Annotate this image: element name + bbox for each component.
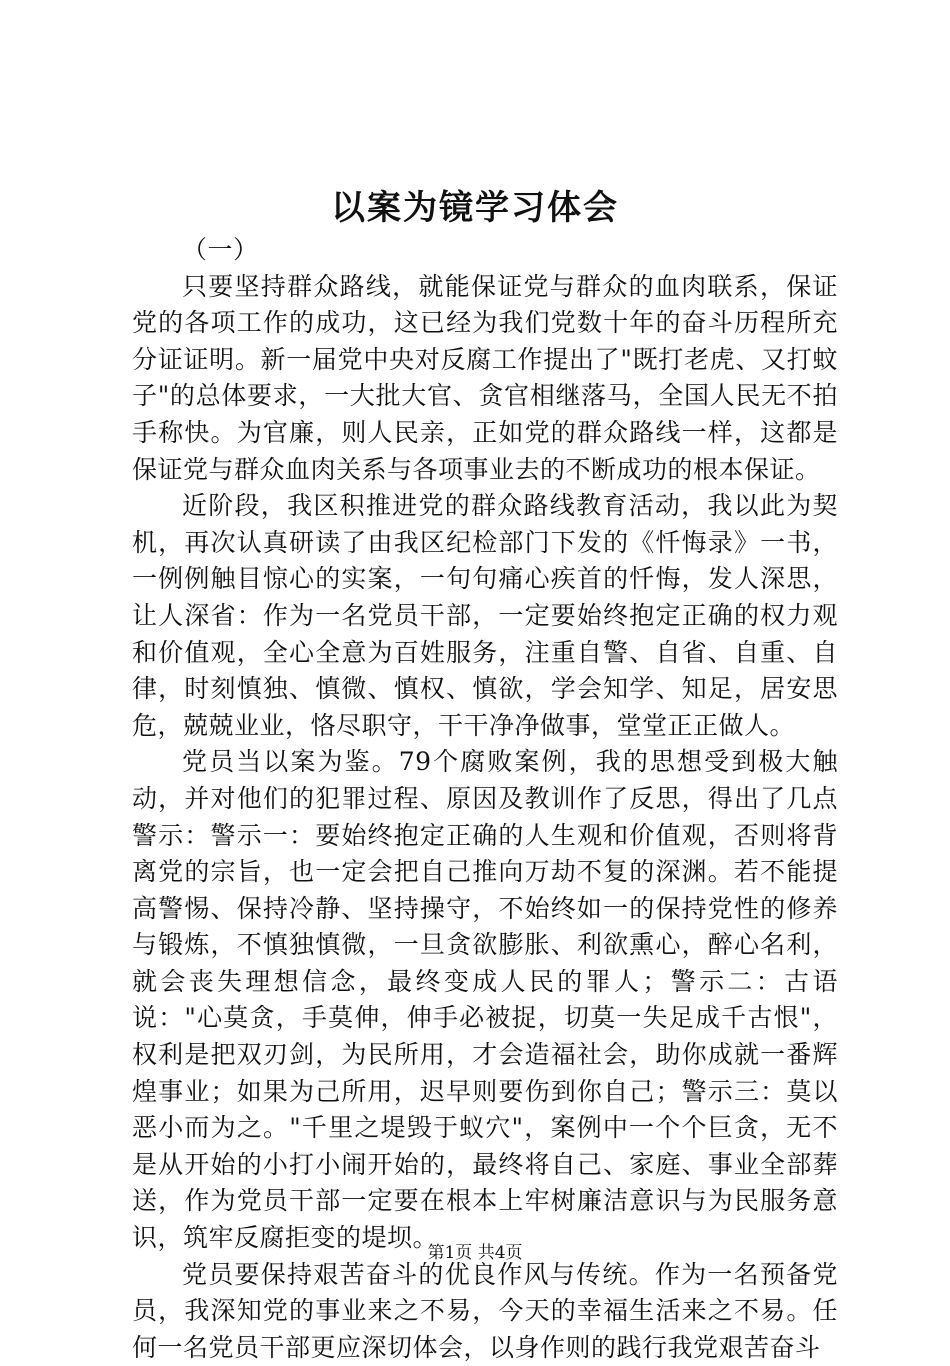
page-number-footer: 第1页 共4页 — [427, 1243, 523, 1263]
paragraph-3: 党员当以案为鉴。79个腐败案例，我的思想受到极大触动，并对他们的犯罪过程、原因及教训作了反思，得出了几点警示：警示一：要始终抱定正确的人生观和价值观，否则将背离党的宗旨，也一定会把自己推向万劫不复的深渊。若不能提高警惕、保持冷静、坚持操守，不始终如一的保持党性的修养与锻炼，不慎独慎微，一旦贪欲膨胀、利欲熏心，醉心名利，就会丧失理想信念，最终变成人民的罪人；警示二：古语说："心莫贪，手莫伸，伸手必被捉，切莫一失足成千古恨"，权利是把双刃剑，为民所用，才会造福社会，助你成就一番辉煌事业；如果为己所用，迟早则要伤到你自己；警示三：莫以恶小而为之。"千里之堤毁于蚁穴"，案例中一个个巨贪，无不是从开始的小打小闹开始的，最终将自己、家庭、事业全部葬送，作为党员干部一定要在根本上牢树廉洁意识与为民服务意识，筑牢反腐拒变的堤坝。 — [132, 747, 838, 1253]
paragraph-2: 近阶段，我区积推进党的群众路线教育活动，我以此为契机，再次认真研读了由我区纪检部门下发的《忏悔录》一书，一例例触目惊心的实案，一句句痛心疾首的忏悔，发人深思，让人深省：作为一名党员干部，一定要始终抱定正确的权力观和价值观，全心全意为百姓服务，注重自警、自省、自重、自律，时刻慎独、慎微、慎权、慎欲，学会知学、知足，居安思危，兢兢业业，恪尽职守，干干净净做事，堂堂正正做人。 — [132, 491, 838, 740]
document-body — [132, 232, 838, 1366]
document-title: 以案为镜学习体会 — [331, 188, 619, 228]
paragraph-4: 党员要保持艰苦奋斗的优良作风与传统。作为一名预备党员，我深知党的事业来之不易，今天的幸福生活来之不易。任何一名党员干部更应深切体会，以身作则的践行我党艰苦奋斗 — [132, 1259, 838, 1362]
paragraph-1: 只要坚持群众路线，就能保证党与群众的血肉联系，保证党的各项工作的成功，这已经为我们党数十年的奋斗历程所充分证证明。新一届党中央对反腐工作提出了"既打老虎、又打蚊子"的总体要求，一大批大官、贪官相继落马，全国人民无不拍手称快。为官廉，则人民亲，正如党的群众路线一样，这都是保证党与群众血肉关系与各项事业去的不断成功的根本保证。 — [132, 271, 838, 484]
section-marker: （一） — [182, 235, 259, 264]
